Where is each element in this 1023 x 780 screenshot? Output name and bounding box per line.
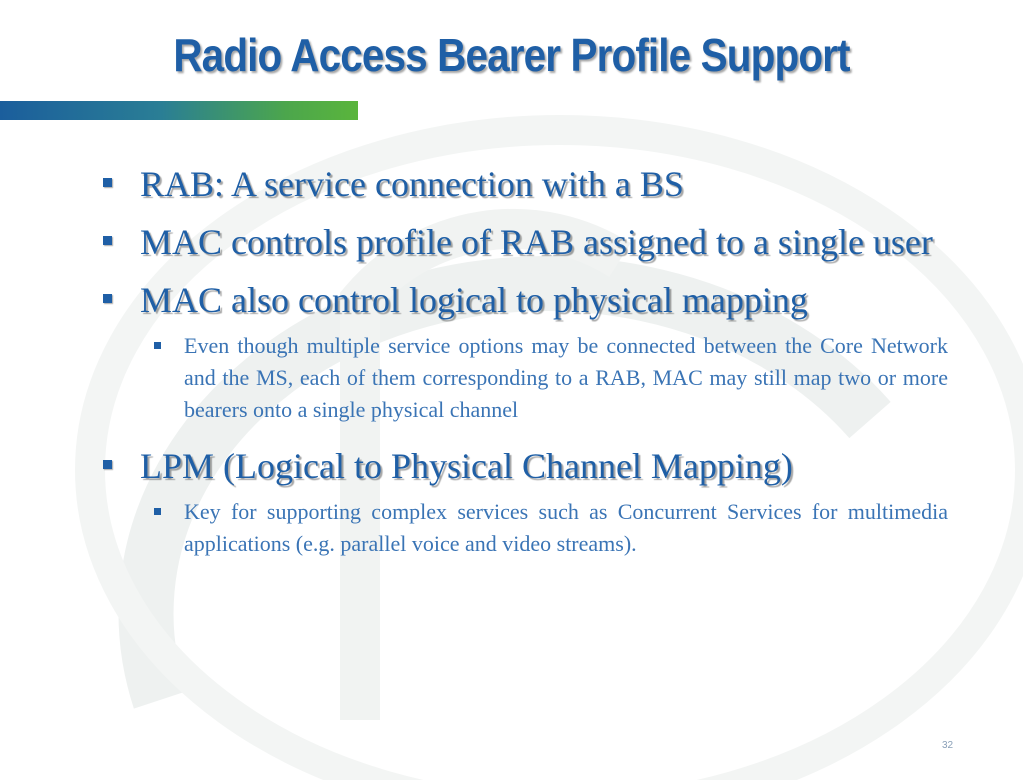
bullet-item (103, 440, 948, 492)
slide-number: 32 (942, 740, 954, 751)
square-bullet-icon (103, 178, 112, 187)
bullet-list (103, 158, 948, 574)
bullet-text: RAB: A service connection with a BS (140, 164, 684, 204)
square-bullet-icon (103, 236, 112, 245)
sub-bullet-text: Even though multiple service options may be connected between the Core Network and the MS, each of them corresponding to a RAB, MAC may still map two or more bearers onto a single physical channel (184, 333, 948, 422)
square-bullet-icon (103, 460, 112, 469)
bullet-text: MAC also control logical to physical mapping (140, 280, 808, 320)
sub-bullet-text: Key for supporting complex services such as Concurrent Services for multimedia applications (e.g. parallel voice and video streams). (184, 499, 948, 556)
bullet-text: LPM (Logical to Physical Channel Mapping) (140, 446, 793, 486)
sub-bullet-item (184, 330, 948, 426)
sub-bullet-item (184, 496, 948, 560)
bullet-item (103, 158, 948, 210)
square-bullet-icon (103, 294, 112, 303)
slide-title: Radio Access Bearer Profile Support (173, 29, 850, 81)
bullet-text: MAC controls profile of RAB assigned to a single user (140, 222, 933, 262)
square-bullet-icon (154, 342, 161, 349)
bullet-item (103, 216, 948, 268)
square-bullet-icon (154, 508, 161, 515)
title-accent-bar (0, 101, 358, 120)
bullet-item (103, 274, 948, 326)
